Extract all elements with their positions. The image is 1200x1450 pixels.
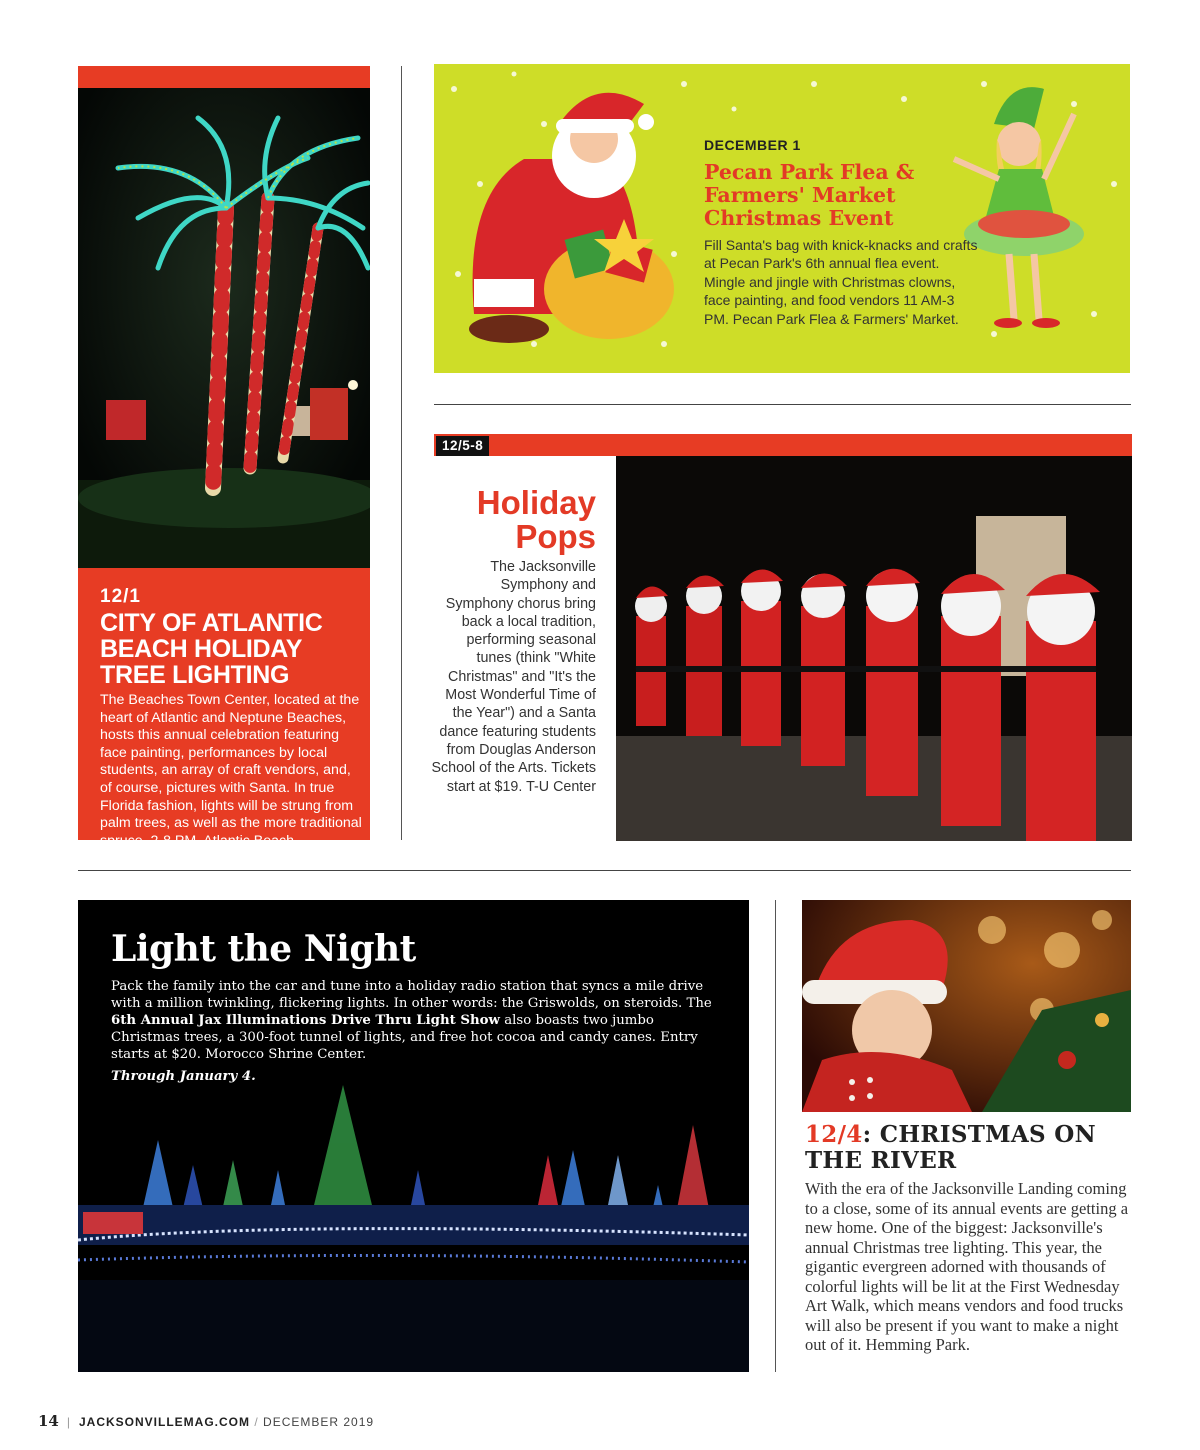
page-number: 14 [38, 1412, 59, 1430]
event-title: Pecan Park Flea & Farmers' Market Christmas Event [704, 160, 915, 230]
light-the-night-card [78, 900, 749, 1372]
event-title-text: : CHRISTMAS ON THE RIVER [805, 1121, 1096, 1174]
issue-date: DECEMBER 2019 [263, 1415, 375, 1429]
event-description: Fill Santa's bag with knick-knacks and crafts at Pecan Park's 6th annual flea event. Mingle and jingle with Christmas clowns, face painting, and food vendors 11 AM-3 PM. Pecan Park Flea & Farmers' Market. [704, 237, 978, 327]
event-title [805, 1122, 1125, 1174]
event-date: DECEMBER 1 [704, 137, 801, 153]
event-name-highlight: 6th Annual Jax Illuminations Drive Thru Light Show [111, 1013, 500, 1028]
section-title: Light the Night [111, 928, 416, 970]
santa-illustration [469, 93, 674, 343]
event-description [111, 978, 721, 1063]
event-title [434, 486, 596, 554]
website-link[interactable]: JACKSONVILLEMAG.COM [79, 1415, 251, 1429]
event-date: 12/5-8 [436, 436, 489, 456]
light-show-photo [78, 900, 749, 1372]
santa-dancers-photo [616, 456, 1132, 841]
event-dates: Through January 4. [111, 1069, 256, 1084]
event-title-line-1: Holiday [476, 484, 596, 521]
column-divider [775, 900, 776, 1372]
description-text: also boasts two jumbo Christmas trees, a 300-foot tunnel of lights, and free hot cocoa and candy canes. Entry starts at $20. Morocco Shrine Center. [111, 1013, 698, 1062]
page-footer: 14 | JACKSONVILLEMAG.COM / DECEMBER 2019 [38, 1412, 375, 1430]
section-divider [78, 870, 1131, 871]
event-description: The Jacksonville Symphony and Symphony chorus bring back a local tradition, performing seasonal tunes (think "White Christmas" and "It's the Most Wonderful Time of the Year") and a Santa dance featuring students from Douglas Anderson School of the Arts. Tickets start at $19. T-U Center [431, 559, 596, 795]
palm-trees-lights-photo [78, 88, 370, 568]
section-divider [434, 404, 1131, 405]
atlantic-beach-card [78, 66, 370, 849]
event-header-bar [434, 434, 1132, 456]
description-text: Pack the family into the car and tune into a holiday radio station that syncs a mile drive with a million twinkling, flickering lights. In other words: the Griswolds, on steroids. The [111, 979, 712, 1011]
event-date: 12/4 [805, 1121, 863, 1148]
child-santa-hat-photo [802, 900, 1131, 1112]
event-description: With the era of the Jacksonville Landing coming to a close, some of its annual events are getting a new home. One of the biggest: Jacksonville's annual Christmas tree lighting. This year, the gigantic evergreen adorned with thousands of colorful lights will be lit at the First Wednesday Art Walk, which means vendors and food trucks will also be present if you want to make a night out of it. Hemming Park. [805, 1179, 1129, 1354]
pecan-park-card [434, 64, 1130, 373]
column-divider [401, 66, 402, 840]
event-title-line-2: Pops [515, 518, 596, 555]
event-date: 12/1 [100, 586, 141, 607]
event-description: The Beaches Town Center, located at the heart of Atlantic and Neptune Beaches, hosts this annual celebration featuring face painting, performances by local students, an array of craft vendors, and, of course, pictures with Santa. In true Florida fashion, lights will be strung from palm trees, as well as the more traditional spruce. 2-8 PM. Atlantic Beach. [100, 692, 362, 849]
event-title: CITY OF ATLANTIC BEACH HOLIDAY TREE LIGHTING [100, 609, 323, 689]
footer-separator: | [66, 1415, 71, 1429]
